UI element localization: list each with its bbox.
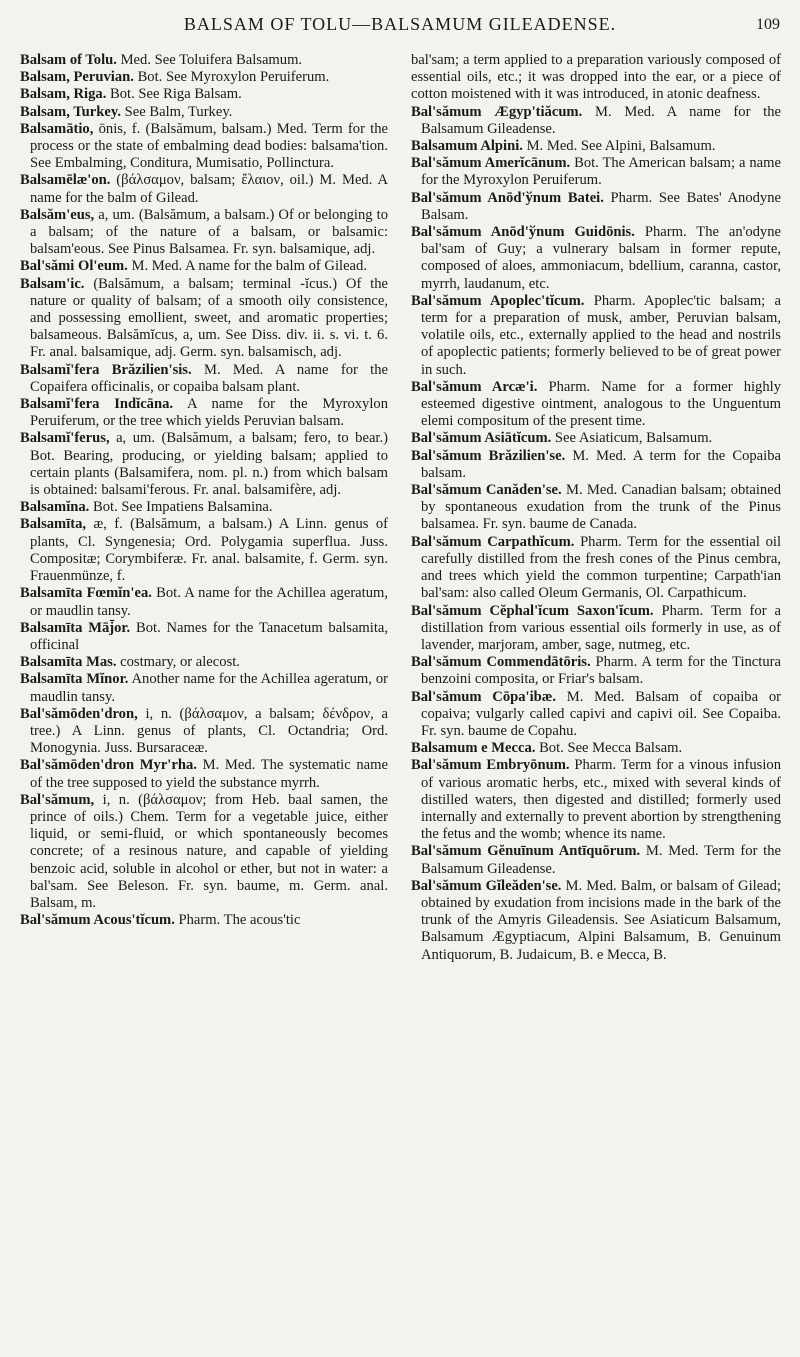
entry-text: Bot. See Myroxylon Peruiferum. — [133, 69, 330, 86]
page-number: 109 — [756, 16, 780, 33]
entry-headword: Bal'sămum Anōd'ўnum Batei. — [411, 189, 604, 206]
entry-text: M. Med. A name for the Balsamum Gileadense. — [421, 103, 781, 137]
entry-headword: Bal'sămum Embryōnum. — [411, 757, 570, 774]
dictionary-entry — [411, 138, 781, 155]
entry-text: costmary, or alecost. — [116, 654, 240, 671]
dictionary-entry — [411, 843, 781, 877]
dictionary-entry — [20, 792, 388, 912]
entry-text: (Balsămum, a balsam; terminal -ĭcus.) Of the nature or quality of balsam; of a smooth oily consistence, and possessing emollient, sweet, and aromatic properties; balsameous. Balsămĭcus, a, um. See Diss. div. ii. s. vi. t. 6. Fr. anal. balsamique, adj. Germ. syn. balsamisch, adj. — [30, 275, 388, 361]
entry-text: M. Med. Canadian balsam; obtained by spontaneous exudation from the trunk of the Pinus balsamea. Fr. syn. baume de Canada. — [421, 482, 782, 533]
dictionary-entry — [20, 585, 388, 619]
entry-text: A name for the Myroxylon Peruiferum, or the tree which yields Peruvian balsam. — [30, 396, 388, 430]
entry-text: Pharm. Apoplec'tic balsam; a term for a preparation of musk, amber, Peruvian balsam, volatile oils, etc., externally applied to the head and nostrils of apoplectic patients; formerly believed to be of great power in such. — [421, 292, 781, 378]
entry-headword: Bal'sămum Arcæ'i. — [411, 378, 538, 395]
running-head: BALSAM OF TOLU—BALSAMUM GILEADENSE. — [183, 14, 617, 34]
dictionary-entry — [20, 654, 388, 671]
entry-headword: Bal'sămum Gĭleăden'se. — [411, 877, 562, 894]
page-header — [0, 0, 800, 44]
dictionary-entry — [411, 689, 781, 741]
entry-headword: Bal'sămum Gĕnuīnum Antīquōrum. — [411, 843, 641, 860]
dictionary-entry — [411, 224, 781, 293]
entry-text: Pharm. Term for a distillation from various essential oils formerly in use, as of lavender, marjoram, amber, sage, nutmeg, etc. — [421, 602, 781, 653]
dictionary-entry — [411, 52, 781, 104]
entry-headword: Balsam'ic. — [20, 275, 85, 292]
entry-headword: Balsamĭ'fera Brăzilien'sis. — [20, 361, 192, 378]
entry-headword: Bal'sămum Acous'tĭcum. — [20, 912, 175, 929]
entry-text: M. Med. A term for the Copaiba balsam. — [421, 447, 781, 481]
entry-text: a, um. (Balsămum, a balsam.) Of or belonging to a balsam; of the nature of a balsam, or balsamic: balsam'eous. See Pinus Balsamea. Fr. syn. balsamique, adj. — [30, 206, 388, 258]
entry-text: M. Med. A name for the Copaifera officinalis, or copaiba balsam plant. — [30, 361, 389, 395]
dictionary-entry — [411, 155, 781, 189]
entry-headword: Bal'sămum Ægyp'tiăcum. — [411, 103, 583, 120]
entry-text: Pharm. Name for a former highly esteemed digestive ointment, analogous to the Unguentum elemi compositum of the present time. — [421, 378, 781, 430]
entry-text: See Asiaticum, Balsamum. — [551, 430, 713, 447]
entry-headword: Bal'sămum Cōpa'ibæ. — [411, 688, 556, 705]
entry-text: M. Med. Balm, or balsam of Gilead; obtained by exudation from incisions made in the bark of the trunk of the Amyris Gileadensis. See Asiaticum Balsamum, Balsamum Ægyptiacum, Alpini Balsamum, B. Genuinum Antiquorum, B. Judaicum, B. e Mecca, B. — [421, 877, 782, 963]
entry-headword: Balsam, Riga. — [20, 86, 107, 103]
dictionary-entry — [20, 757, 388, 791]
dictionary-entry — [411, 293, 781, 379]
dictionary-entry — [20, 69, 388, 86]
entry-headword: Bal'sămum Cĕphal'ĭcum Saxon'ĭcum. — [411, 602, 654, 619]
entry-headword: Balsamīta Mĭnor. — [20, 671, 129, 688]
dictionary-entry — [411, 448, 781, 482]
dictionary-entry — [20, 172, 388, 206]
dictionary-entry — [20, 912, 388, 929]
entry-headword: Balsamīta, — [20, 516, 87, 533]
dictionary-entry — [20, 499, 388, 516]
entry-headword: Bal'sămi Ol'eum. — [20, 258, 128, 275]
entry-text: M. Med. See Alpini, Balsamum. — [522, 138, 716, 155]
entry-headword: Balsamum e Mecca. — [411, 740, 536, 757]
dictionary-entry — [411, 878, 781, 964]
entry-headword: Bal'sămum Canăden'se. — [411, 482, 562, 499]
dictionary-entry — [411, 757, 781, 843]
right-column — [411, 52, 781, 964]
entry-headword: Balsamēlæ'on. — [20, 172, 111, 189]
dictionary-entry — [411, 379, 781, 431]
dictionary-entry — [20, 362, 388, 396]
entry-headword: Balsamīta Fœmĭn'ea. — [20, 585, 152, 602]
dictionary-entry — [20, 52, 388, 69]
entry-text: Bot. See Mecca Balsam. — [535, 740, 683, 757]
dictionary-entry — [411, 430, 781, 447]
entry-text: Pharm. The acous'tic — [174, 912, 301, 929]
entry-text: Bot. A name for the Achillea ageratum, or maudlin tansy. — [30, 585, 389, 619]
entry-text: Med. See Toluifera Balsamum. — [116, 52, 303, 68]
entry-headword: Balsamum Alpini. — [411, 138, 523, 155]
entry-headword: Bal'sămum Anōd'ўnum Guidōnis. — [411, 224, 635, 241]
entry-text: See Balm, Turkey. — [120, 103, 233, 120]
entry-text: Pharm. A term for the Tinctura benzoini composita, or Friar's balsam. — [421, 654, 781, 688]
entry-text: i, n. (βάλσαμον, a balsam; δένδρον, a tree.) A Linn. genus of plants, Cl. Octandria; Ord. Monogynia. Juss. Bursaraceæ. — [30, 705, 388, 757]
entry-headword: Balsamĭna. — [20, 499, 90, 516]
dictionary-entry — [20, 620, 388, 654]
entry-headword: Bal'sămōden'dron Myr'rha. — [20, 757, 197, 774]
dictionary-entry — [411, 603, 781, 655]
entry-text: Bot. Names for the Tanacetum balsamita, officinal — [30, 619, 389, 653]
entry-headword: Bal'sămum Commendātōris. — [411, 654, 591, 671]
dictionary-entry — [20, 430, 388, 499]
entry-text: Bot. See Riga Balsam. — [106, 86, 242, 103]
entry-text: M. Med. Balsam of copaiba or copaiva; vulgarly called capivi and capivi oil. See Copaiba. Fr. syn. baume de Copahu. — [421, 688, 781, 739]
entry-text: Pharm. The an'odyne bal'sam of Guy; a vulnerary balsam in former repute, composed of aloes, ammoniacum, bdellium, caranna, castor, myrrh, laudanum, etc. — [421, 224, 781, 292]
entry-text: i, n. (βάλσαμον; from Heb. baal samen, the prince of oils.) Chem. Term for a vegetable juice, either liquid, or semi-fluid, or which spontaneously becomes concrete; of a resinous nature, and capable of yielding benzoic acid, soluble in alcohol or ether, but not in water: a bal'sam. See Beleson. Fr. syn. baume, m. Germ. anal. Balsam, m. — [30, 791, 388, 911]
entry-headword: Balsamĭ'fera Indĭcāna. — [20, 396, 174, 413]
dictionary-entry — [411, 482, 781, 534]
entry-text: ōnis, f. (Balsămum, balsam.) Med. Term for the process or the state of embalming dead bodies: balsama'tion. See Embalming, Conditura, Mumisatio, Pollinctura. — [30, 120, 388, 172]
entry-text: M. Med. Term for the Balsamum Gileadense. — [421, 843, 782, 877]
entry-headword: Bal'sămum Brăzilien'se. — [411, 447, 566, 464]
entry-text: Bot. The American balsam; a name for the Myroxylon Peruiferum. — [421, 155, 781, 189]
dictionary-entry — [411, 740, 781, 757]
entry-text: bal'sam; a term applied to a preparation variously composed of essential oils, etc.; it was dropped into the ear, or a piece of cotton moistened with it was introduced, in atonic deafness. — [411, 52, 781, 103]
entry-text: a, um. (Balsămum, a balsam; fero, to bear.) Bot. Bearing, producing, or yielding balsam; applied to certain plants (Balsamifera, nom. pl. n.) from which balsam is obtained: balsami'ferous. Fr. anal. balsamifère, adj. — [30, 430, 388, 499]
entry-text: Pharm. Term for the essential oil carefully distilled from the fresh cones of the Pinus cembra, and trees which yield the common turpentine; Carpath'ian bal'sam: also called Oleum Germanis, Ol. Carpathicum. — [421, 533, 782, 602]
dictionary-entry — [20, 276, 388, 362]
dictionary-entry — [20, 258, 388, 275]
entry-headword: Bal'sămum Asiātĭcum. — [411, 430, 552, 447]
left-column — [20, 52, 388, 929]
dictionary-entry — [20, 86, 388, 103]
dictionary-entry — [20, 671, 388, 705]
entry-headword: Balsamĭ'ferus, — [20, 430, 110, 447]
entry-text: M. Med. The systematic name of the tree supposed to yield the substance myrrh. — [30, 757, 388, 791]
entry-text: (βάλσαμον, balsam; ἔλαιον, oil.) M. Med. A name for the balm of Gilead. — [30, 172, 388, 206]
dictionary-entry — [411, 654, 781, 688]
dictionary-entry — [411, 190, 781, 224]
dictionary-entry — [20, 706, 388, 758]
entry-headword: Balsamīta Mas. — [20, 654, 117, 671]
entry-text: Another name for the Achillea ageratum, or maudlin tansy. — [30, 671, 389, 705]
entry-text: æ, f. (Balsămum, a balsam.) A Linn. genus of plants, Cl. Syngenesia; Ord. Polygamia superflua. Juss. Compositæ; Corymbiferæ. Fr. anal. balsamite, f. Germ. syn. Frauenmünze, f. — [30, 516, 388, 585]
entry-headword: Bal'sămum Carpathĭcum. — [411, 533, 575, 550]
entry-text: Pharm. See Bates' Anodyne Balsam. — [421, 189, 781, 223]
dictionary-entry — [411, 534, 781, 603]
dictionary-entry — [411, 104, 781, 138]
entry-headword: Bal'sămum Apoplec'tĭcum. — [411, 292, 585, 309]
entry-headword: Balsam, Turkey. — [20, 103, 121, 120]
entry-headword: Bal'sămum, — [20, 791, 95, 808]
entry-headword: Bal'sămum Amerĭcānum. — [411, 155, 571, 172]
dictionary-entry — [20, 207, 388, 259]
entry-headword: Bal'sămōden'dron, — [20, 705, 138, 722]
entry-headword: Balsam, Peruvian. — [20, 69, 134, 86]
dictionary-entry — [20, 104, 388, 121]
entry-headword: Balsam of Tolu. — [20, 52, 117, 68]
entry-text: M. Med. A name for the balm of Gilead. — [127, 258, 367, 275]
entry-headword: Balsamīta Māj̄or. — [20, 619, 131, 636]
entry-headword: Balsăm'eus, — [20, 206, 95, 223]
dictionary-entry — [20, 121, 388, 173]
entry-headword: Balsamātio, — [20, 120, 94, 137]
dictionary-entry — [20, 396, 388, 430]
entry-text: Pharm. Term for a vinous infusion of various aromatic herbs, etc., mixed with several kinds of distilled waters, then digested and distilled; formerly used internally and externally to prevent abortion by strengthening the fetus and the womb; whence its name. — [421, 757, 782, 843]
dictionary-entry — [20, 516, 388, 585]
entry-text: Bot. See Impatiens Balsamina. — [89, 499, 273, 516]
